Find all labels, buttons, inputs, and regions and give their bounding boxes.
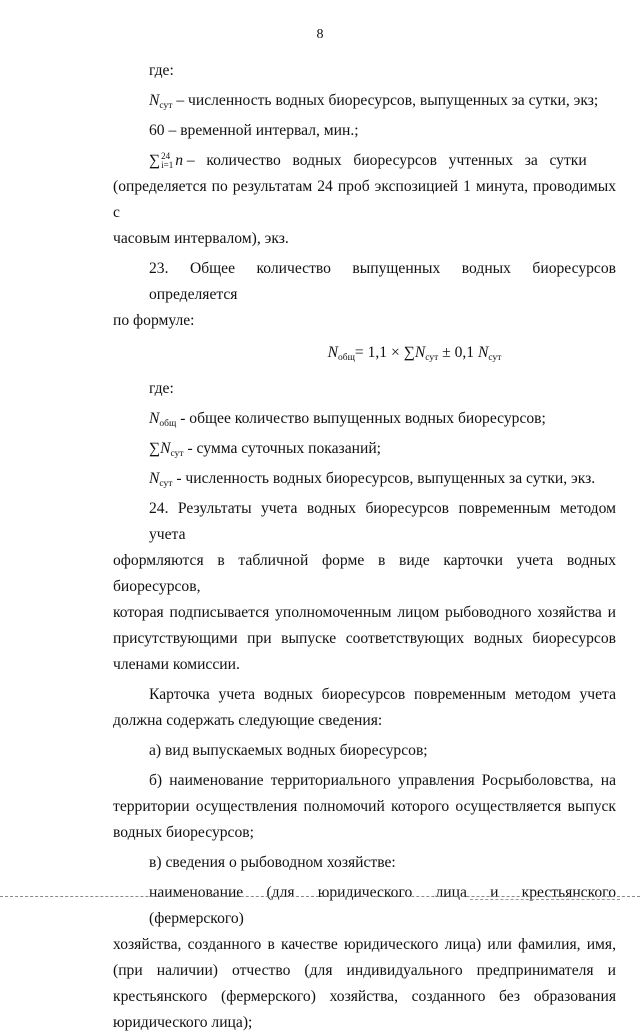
sum-symbol: ∑24 i=1 — [149, 151, 174, 171]
name-paragraph-l5: юридического лица); — [113, 1014, 253, 1031]
interval-definition: 60 – временной интервал, мин.; — [149, 122, 359, 139]
name-paragraph-l4: крестьянского (фермерского) хозяйства, созданного без образования — [113, 988, 616, 1005]
name-paragraph-l2: хозяйства, созданного в качестве юридического лица) или фамилия, имя, — [113, 936, 616, 953]
paragraph-24-l3: которая подписывается уполномоченным лицом рыбоводного хозяйства и — [113, 604, 616, 621]
nobsh-definition: $N_{общ}$ - общее количество выпущенных водных биоресурсов; — [149, 410, 546, 429]
formula: $N_{общ}= 1,1 \times \sum N_{сут} \pm 0,1$ $N_{сут}$ — [327, 344, 502, 363]
paragraph-24-l4: присутствующими при выпуске соответствующих водных биоресурсов — [113, 630, 616, 647]
item-a: а) вид выпускаемых водных биоресурсов; — [149, 742, 428, 759]
scan-edge-line-2 — [470, 899, 620, 900]
nsut-definition: $N_{сут}$ – численность водных биоресурсов, выпущенных за сутки, экз; — [149, 92, 599, 111]
card-paragraph-l2: должна содержать следующие сведения: — [113, 712, 383, 729]
item-b: б) наименование территориального управления Росрыболовства, на — [149, 772, 616, 789]
where-label: где: — [149, 62, 174, 79]
paragraph-24-l5: членами комиссии. — [113, 656, 240, 673]
sum-definition-end: часовым интервалом), экз. — [113, 230, 289, 247]
name-paragraph-l3: (при наличии) отчество (для индивидуального предпринимателя и — [113, 962, 616, 979]
sum-nsut-definition: $\sum N_{сут}$ - сумма суточных показаний; — [149, 440, 382, 459]
where-label-2: где: — [149, 380, 174, 397]
item-v: в) сведения о рыбоводном хозяйстве: — [149, 854, 396, 871]
paragraph-24-l2: оформляются в табличной форме в виде карточки учета водных биоресурсов, — [113, 552, 616, 595]
sum-definition-line: ∑24 i=1 n – количество водных биоресурсов учтенных за сутки — [113, 148, 616, 174]
scan-edge-line — [0, 896, 640, 897]
sum-definition-cont: (определяется по результатам 24 проб экспозицией 1 минута, проводимых с — [113, 178, 616, 221]
paragraph-24: 24. Результаты учета водных биоресурсов повременным методом учета — [149, 500, 616, 543]
card-paragraph: Карточка учета водных биоресурсов повременным методом учета — [149, 686, 616, 703]
item-b-l3: водных биоресурсов; — [113, 824, 254, 841]
paragraph-23: 23. Общее количество выпущенных водных биоресурсов определяется — [149, 260, 616, 303]
paragraph-23-cont: по формуле: — [113, 312, 195, 329]
item-b-l2: территории осуществления полномочий которого осуществляется выпуск — [113, 798, 616, 815]
page-number: 8 — [316, 27, 324, 42]
name-paragraph: наименование (для юридического лица и крестьянского (фермерского) — [149, 884, 616, 927]
document-body — [113, 58, 616, 1036]
nsut-definition-2: $N_{сут}$ - численность водных биоресурсов, выпущенных за сутки, экз. — [149, 470, 596, 489]
